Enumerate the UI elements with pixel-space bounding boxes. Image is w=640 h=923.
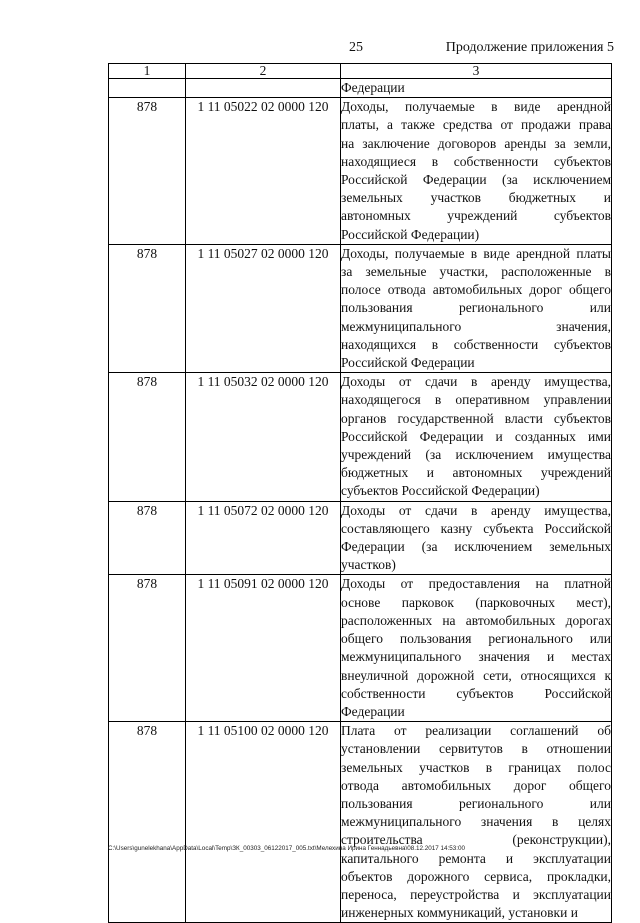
table-row xyxy=(109,79,612,98)
description-line: полосе отвода автомобильных дорог общего xyxy=(341,282,611,298)
table-body xyxy=(109,79,612,923)
continuation-label: Продолжение приложения 5 xyxy=(445,40,614,55)
description-line: внеуличной дорожной сети, относящихся к xyxy=(341,667,611,683)
description-line: находящихся в собственности субъектов xyxy=(341,336,611,352)
table-row xyxy=(109,722,612,923)
admin-code-cell: 878 xyxy=(109,244,186,372)
description-line: субъектов Российской Федерации) xyxy=(341,483,540,499)
description-line: участков) xyxy=(341,557,396,573)
description-line: учреждений (за исключением имущества xyxy=(341,447,611,463)
admin-code-cell: 878 xyxy=(109,373,186,501)
description-line: Российской Федерации и созданных ими xyxy=(341,428,611,444)
description-line: межмуниципального значения в целях xyxy=(341,814,611,830)
description-line: земельных участков в границах полос xyxy=(341,759,611,775)
description-line: за земельные участки, расположенные в xyxy=(341,264,611,280)
description-line: межмуниципального значения и местах xyxy=(341,649,611,665)
description-line: переноса, переустройства и эксплуатации xyxy=(341,886,611,902)
admin-code-cell: 878 xyxy=(109,501,186,575)
page-number: 25 xyxy=(349,40,363,55)
description-line: автономных учреждений субъектов xyxy=(341,208,611,224)
description-line: отвода автомобильных дорог общего xyxy=(341,777,611,793)
admin-code-cell: 878 xyxy=(109,98,186,245)
description-cell xyxy=(341,575,612,722)
description-line: пользования регионального или xyxy=(341,795,611,811)
description-line: общего пользования регионального или xyxy=(341,631,611,647)
description-cell xyxy=(341,501,612,575)
description-line: платы, а также средства от продажи права xyxy=(341,117,611,133)
budget-table xyxy=(108,63,612,923)
description-line: органов государственной власти субъектов xyxy=(341,410,611,426)
description-line: находящиеся в собственности субъектов xyxy=(341,153,611,169)
column-header: 1 xyxy=(109,64,186,79)
description-line: Федерации (за исключением земельных xyxy=(341,539,611,555)
description-line: на заключение договоров аренды за земли, xyxy=(341,135,611,151)
description-line: Российской Федерации (за исключением xyxy=(341,172,611,188)
footer-path: C:\Users\gunelekhana\AppData\Local\Temp\ЗК_00303_06122017_005.txt\Мелехина Ирина Геннадьевна\08.12.2017 14:53:00 xyxy=(108,845,465,852)
column-header: 2 xyxy=(186,64,341,79)
description-cell xyxy=(341,373,612,501)
budget-code-cell: 1 11 05100 02 0000 120 xyxy=(186,722,341,923)
description-line: собственности субъектов Российской xyxy=(341,685,611,701)
description-line: расположенных на автомобильных дорогах xyxy=(341,612,611,628)
table-row xyxy=(109,373,612,501)
description-line: составляющего казну субъекта Российской xyxy=(341,520,611,536)
description-line: земельных участков бюджетных и xyxy=(341,190,611,206)
table-row xyxy=(109,98,612,245)
admin-code-cell: 878 xyxy=(109,722,186,923)
description-line: строительства (реконструкции), xyxy=(341,832,611,848)
description-cell xyxy=(341,244,612,372)
description-cell xyxy=(341,722,612,923)
budget-code-cell: 1 11 05072 02 0000 120 xyxy=(186,501,341,575)
description-line: объектов дорожного сервиса, прокладки, xyxy=(341,868,611,884)
column-header: 3 xyxy=(341,64,612,79)
description-line: Доходы от предоставления на платной xyxy=(341,576,611,592)
description-line: бюджетных и автономных учреждений xyxy=(341,465,611,481)
description-line: основе парковок (парковочных мест), xyxy=(341,594,611,610)
budget-code-cell xyxy=(186,79,341,98)
table-row xyxy=(109,575,612,722)
description-line: Доходы от сдачи в аренду имущества, xyxy=(341,374,611,390)
description-line: пользования регионального или xyxy=(341,300,611,316)
description-cell xyxy=(341,98,612,245)
admin-code-cell xyxy=(109,79,186,98)
budget-code-cell: 1 11 05022 02 0000 120 xyxy=(186,98,341,245)
description-line: Российской Федерации xyxy=(341,355,475,371)
budget-code-cell: 1 11 05032 02 0000 120 xyxy=(186,373,341,501)
budget-code-cell: 1 11 05027 02 0000 120 xyxy=(186,244,341,372)
description-line: капитального ремонта и эксплуатации xyxy=(341,850,611,866)
admin-code-cell: 878 xyxy=(109,575,186,722)
description-line: Федерации xyxy=(341,80,405,95)
description-line: Федерации xyxy=(341,703,405,719)
description-line: инженерных коммуникаций, установки и xyxy=(341,905,578,921)
description-line: Российской Федерации) xyxy=(341,226,480,242)
description-line: Доходы от сдачи в аренду имущества, xyxy=(341,502,611,518)
description-line: Плата от реализации соглашений об xyxy=(341,723,611,739)
description-line: находящегося в оперативном управлении xyxy=(341,392,611,408)
table-header-row xyxy=(109,64,612,79)
description-line: Доходы, получаемые в виде арендной платы xyxy=(341,245,611,261)
description-line: установлении сервитутов в отношении xyxy=(341,741,611,757)
table-row xyxy=(109,244,612,372)
table-row xyxy=(109,501,612,575)
description-cell xyxy=(341,79,612,98)
description-line: Доходы, получаемые в виде арендной xyxy=(341,99,611,115)
description-line: межмуниципального значения, xyxy=(341,318,611,334)
budget-code-cell: 1 11 05091 02 0000 120 xyxy=(186,575,341,722)
